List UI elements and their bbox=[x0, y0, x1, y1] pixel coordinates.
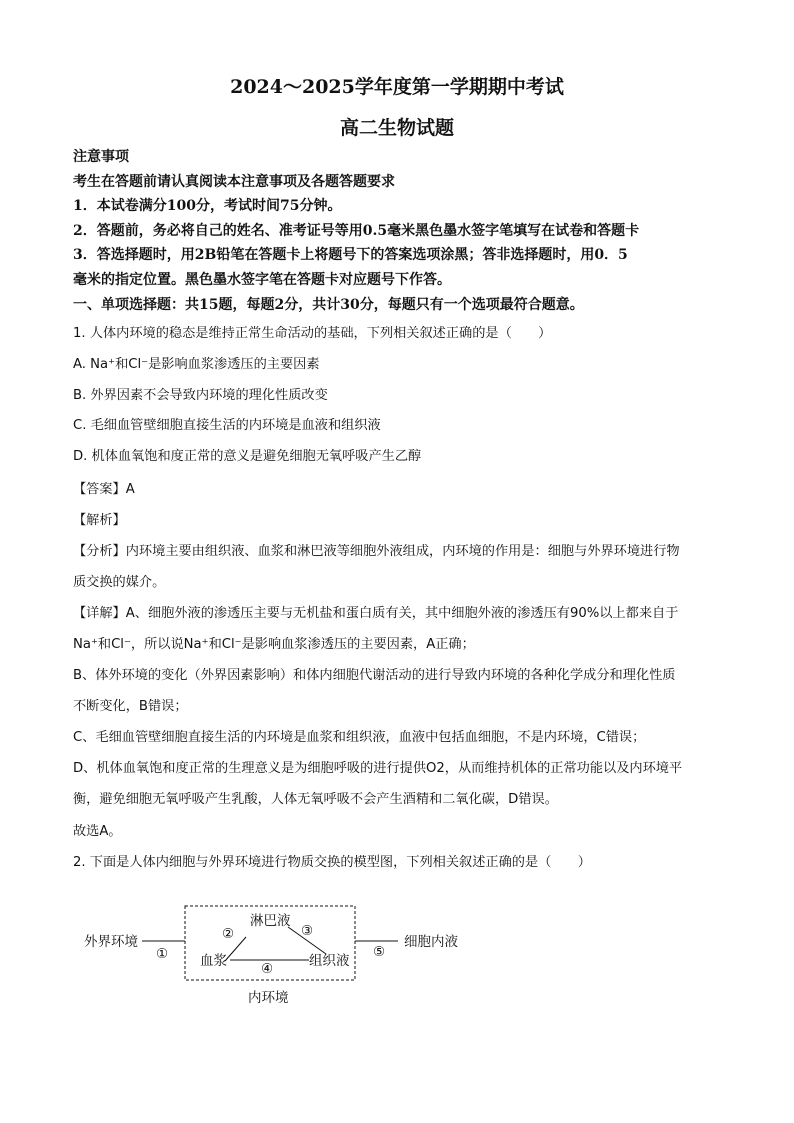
question-2-stem: 2. 下面是人体内细胞与外界环境进行物质交换的模型图，下列相关叙述正确的是（ ） bbox=[73, 855, 591, 870]
external-environment-label: 外界环境 bbox=[84, 934, 138, 950]
label-4: ④ bbox=[261, 961, 274, 977]
question-1-option-c: C. 毛细血管壁细胞直接生活的内环境是血液和组织液 bbox=[73, 418, 381, 433]
detail-text-4: 不断变化，B错误； bbox=[73, 699, 188, 714]
tissue-fluid-label: 组织液 bbox=[309, 953, 350, 969]
analysis-label: 【解析】 bbox=[73, 513, 126, 528]
question-1-option-d: D. 机体血氧饱和度正常的意义是避免细胞无氧呼吸产生乙醇 bbox=[73, 449, 422, 464]
label-2: ② bbox=[222, 926, 235, 942]
detail-text-7: 衡，避免细胞无氧呼吸产生乳酸，人体无氧呼吸不会产生酒精和二氧化碳，D错误。 bbox=[73, 792, 558, 807]
notice-heading: 注意事项 bbox=[73, 149, 129, 165]
detail-text-1: 【详解】A、细胞外液的渗透压主要与无机盐和蛋白质有关，其中细胞外液的渗透压有90%以上都来自于 bbox=[73, 606, 679, 621]
analysis-text-cont: 质交换的媒介。 bbox=[73, 575, 166, 590]
label-5: ⑤ bbox=[373, 944, 386, 960]
question-1-stem: 1. 人体内环境的稳态是维持正常生命活动的基础，下列相关叙述正确的是（ ） bbox=[73, 326, 552, 341]
conclusion-text: 故选A。 bbox=[73, 824, 122, 839]
notice-item-3: 3．答选择题时，用2B铅笔在答题卡上将题号下的答案选项涂黑；答非选择题时，用0．5 bbox=[73, 247, 628, 263]
notice-intro: 考生在答题前请认真阅读本注意事项及各题答题要求 bbox=[73, 174, 395, 190]
intracellular-fluid-label: 细胞内液 bbox=[404, 934, 458, 950]
answer-label: 【答案】A bbox=[73, 482, 135, 497]
detail-text-2: Na⁺和Cl⁻，所以说Na⁺和Cl⁻是影响血浆渗透压的主要因素，A正确； bbox=[73, 637, 475, 652]
plasma-label: 血浆 bbox=[200, 953, 227, 969]
detail-text-3: B、体外环境的变化（外界因素影响）和体内细胞代谢活动的进行导致内环境的各种化学成分和理化性质 bbox=[73, 668, 676, 683]
internal-environment-label: 内环境 bbox=[248, 990, 289, 1006]
lymph-label: 淋巴液 bbox=[250, 913, 291, 929]
exam-title: 2024～2025学年度第一学期期中考试 bbox=[230, 76, 564, 98]
label-1: ① bbox=[156, 946, 169, 962]
exchange-model-diagram bbox=[80, 900, 480, 1010]
notice-item-3-cont: 毫米的指定位置。黑色墨水签字笔在答题卡对应题号下作答。 bbox=[73, 272, 451, 288]
label-3: ③ bbox=[301, 923, 314, 939]
detail-text-6: D、机体血氧饱和度正常的生理意义是为细胞呼吸的进行提供O2，从而维持机体的正常功能以及内环境平 bbox=[73, 761, 683, 776]
notice-item-1: 1．本试卷满分100分，考试时间75分钟。 bbox=[73, 198, 342, 214]
section-heading: 一、单项选择题：共15题，每题2分，共计30分，每题只有一个选项最符合题意。 bbox=[73, 297, 584, 313]
exam-subtitle: 高二生物试题 bbox=[339, 117, 454, 139]
question-1-option-a: A. Na⁺和Cl⁻是影响血浆渗透压的主要因素 bbox=[73, 357, 320, 372]
detail-text-5: C、毛细血管壁细胞直接生活的内环境是血浆和组织液，血液中包括血细胞，不是内环境，C错误； bbox=[73, 730, 646, 745]
question-1-option-b: B. 外界因素不会导致内环境的理化性质改变 bbox=[73, 388, 328, 403]
analysis-text: 【分析】内环境主要由组织液、血浆和淋巴液等细胞外液组成，内环境的作用是：细胞与外界环境进行物 bbox=[73, 544, 680, 559]
notice-item-2: 2．答题前，务必将自己的姓名、准考证号等用0.5毫米黑色墨水签字笔填写在试卷和答题卡 bbox=[73, 223, 640, 239]
